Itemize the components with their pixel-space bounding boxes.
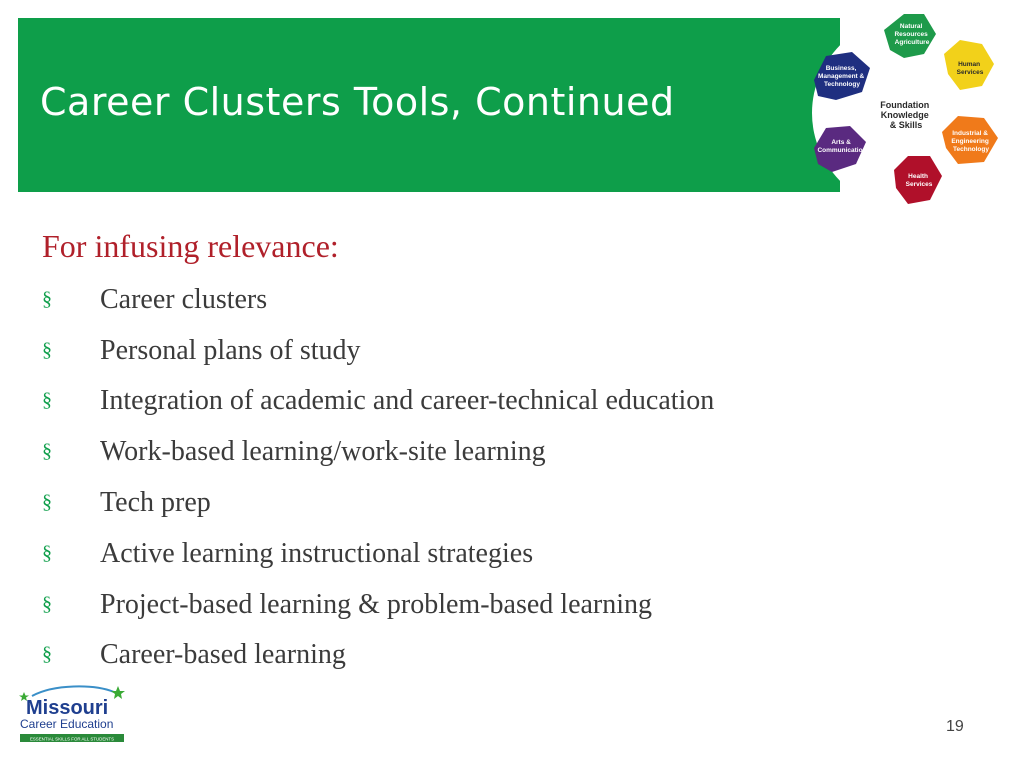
missouri-career-education-logo	[14, 682, 128, 744]
bullet-marker-icon: §	[42, 490, 52, 513]
intro-text: For infusing relevance:	[42, 228, 339, 264]
star-icon	[111, 686, 125, 699]
svg-text:Foundation Knowledge: Foundation Knowledge & Skills	[880, 100, 930, 130]
svg-text:Natural Resources: Natural Resources Agriculture	[894, 23, 930, 46]
bullet-text: Integration of academic and career-technical education	[100, 385, 715, 416]
bullet-text: Tech prep	[100, 487, 211, 518]
bullet-item	[42, 534, 533, 574]
svg-text:Industrial & Engineering: Industrial & Engineering Technology	[951, 130, 989, 153]
bullet-item	[42, 635, 346, 675]
svg-text:Business, Management &: Business, Management & Technology	[817, 65, 865, 88]
bullet-text: Career clusters	[100, 284, 268, 315]
career-clusters-wheel-graphic	[800, 10, 1024, 218]
bullet-item	[42, 432, 546, 472]
bullet-marker-icon: §	[42, 338, 52, 361]
bullet-marker-icon: §	[42, 541, 52, 564]
bullet-marker-icon: §	[42, 592, 52, 615]
bullet-item	[42, 280, 267, 320]
bullet-text: Work-based learning/work-site learning	[100, 436, 546, 467]
page-number: 19	[946, 718, 964, 735]
svg-text:Arts & Communication: Arts & Communication	[817, 139, 867, 154]
bullet-text: Project-based learning & problem-based learning	[100, 589, 653, 620]
bullet-marker-icon: §	[42, 388, 52, 411]
bullet-marker-icon: §	[42, 439, 52, 462]
career-clusters-wheel	[800, 10, 1024, 218]
logo-graphic	[14, 682, 128, 744]
bullet-text: Career-based learning	[100, 639, 346, 670]
svg-text:Missouri: Missouri	[26, 697, 109, 719]
bullet-item	[42, 381, 714, 421]
bullet-marker-icon: §	[42, 287, 52, 310]
svg-text:Health Services: Health Services	[905, 173, 933, 188]
bullet-text: Personal plans of study	[100, 335, 361, 366]
bullet-item	[42, 483, 211, 523]
bullet-text: Active learning instructional strategies	[100, 538, 534, 569]
bullet-item	[42, 331, 361, 371]
bullet-marker-icon: §	[42, 642, 52, 665]
svg-text:Career Education: Career Education	[20, 717, 114, 731]
bullet-item	[42, 585, 652, 625]
svg-text:Human Services: Human Services	[956, 61, 984, 76]
slide-title: Career Clusters Tools, Continued	[40, 80, 675, 124]
svg-text:ESSENTIAL SKILLS FOR ALL STUDE: ESSENTIAL SKILLS FOR ALL STUDENTS	[29, 736, 115, 742]
